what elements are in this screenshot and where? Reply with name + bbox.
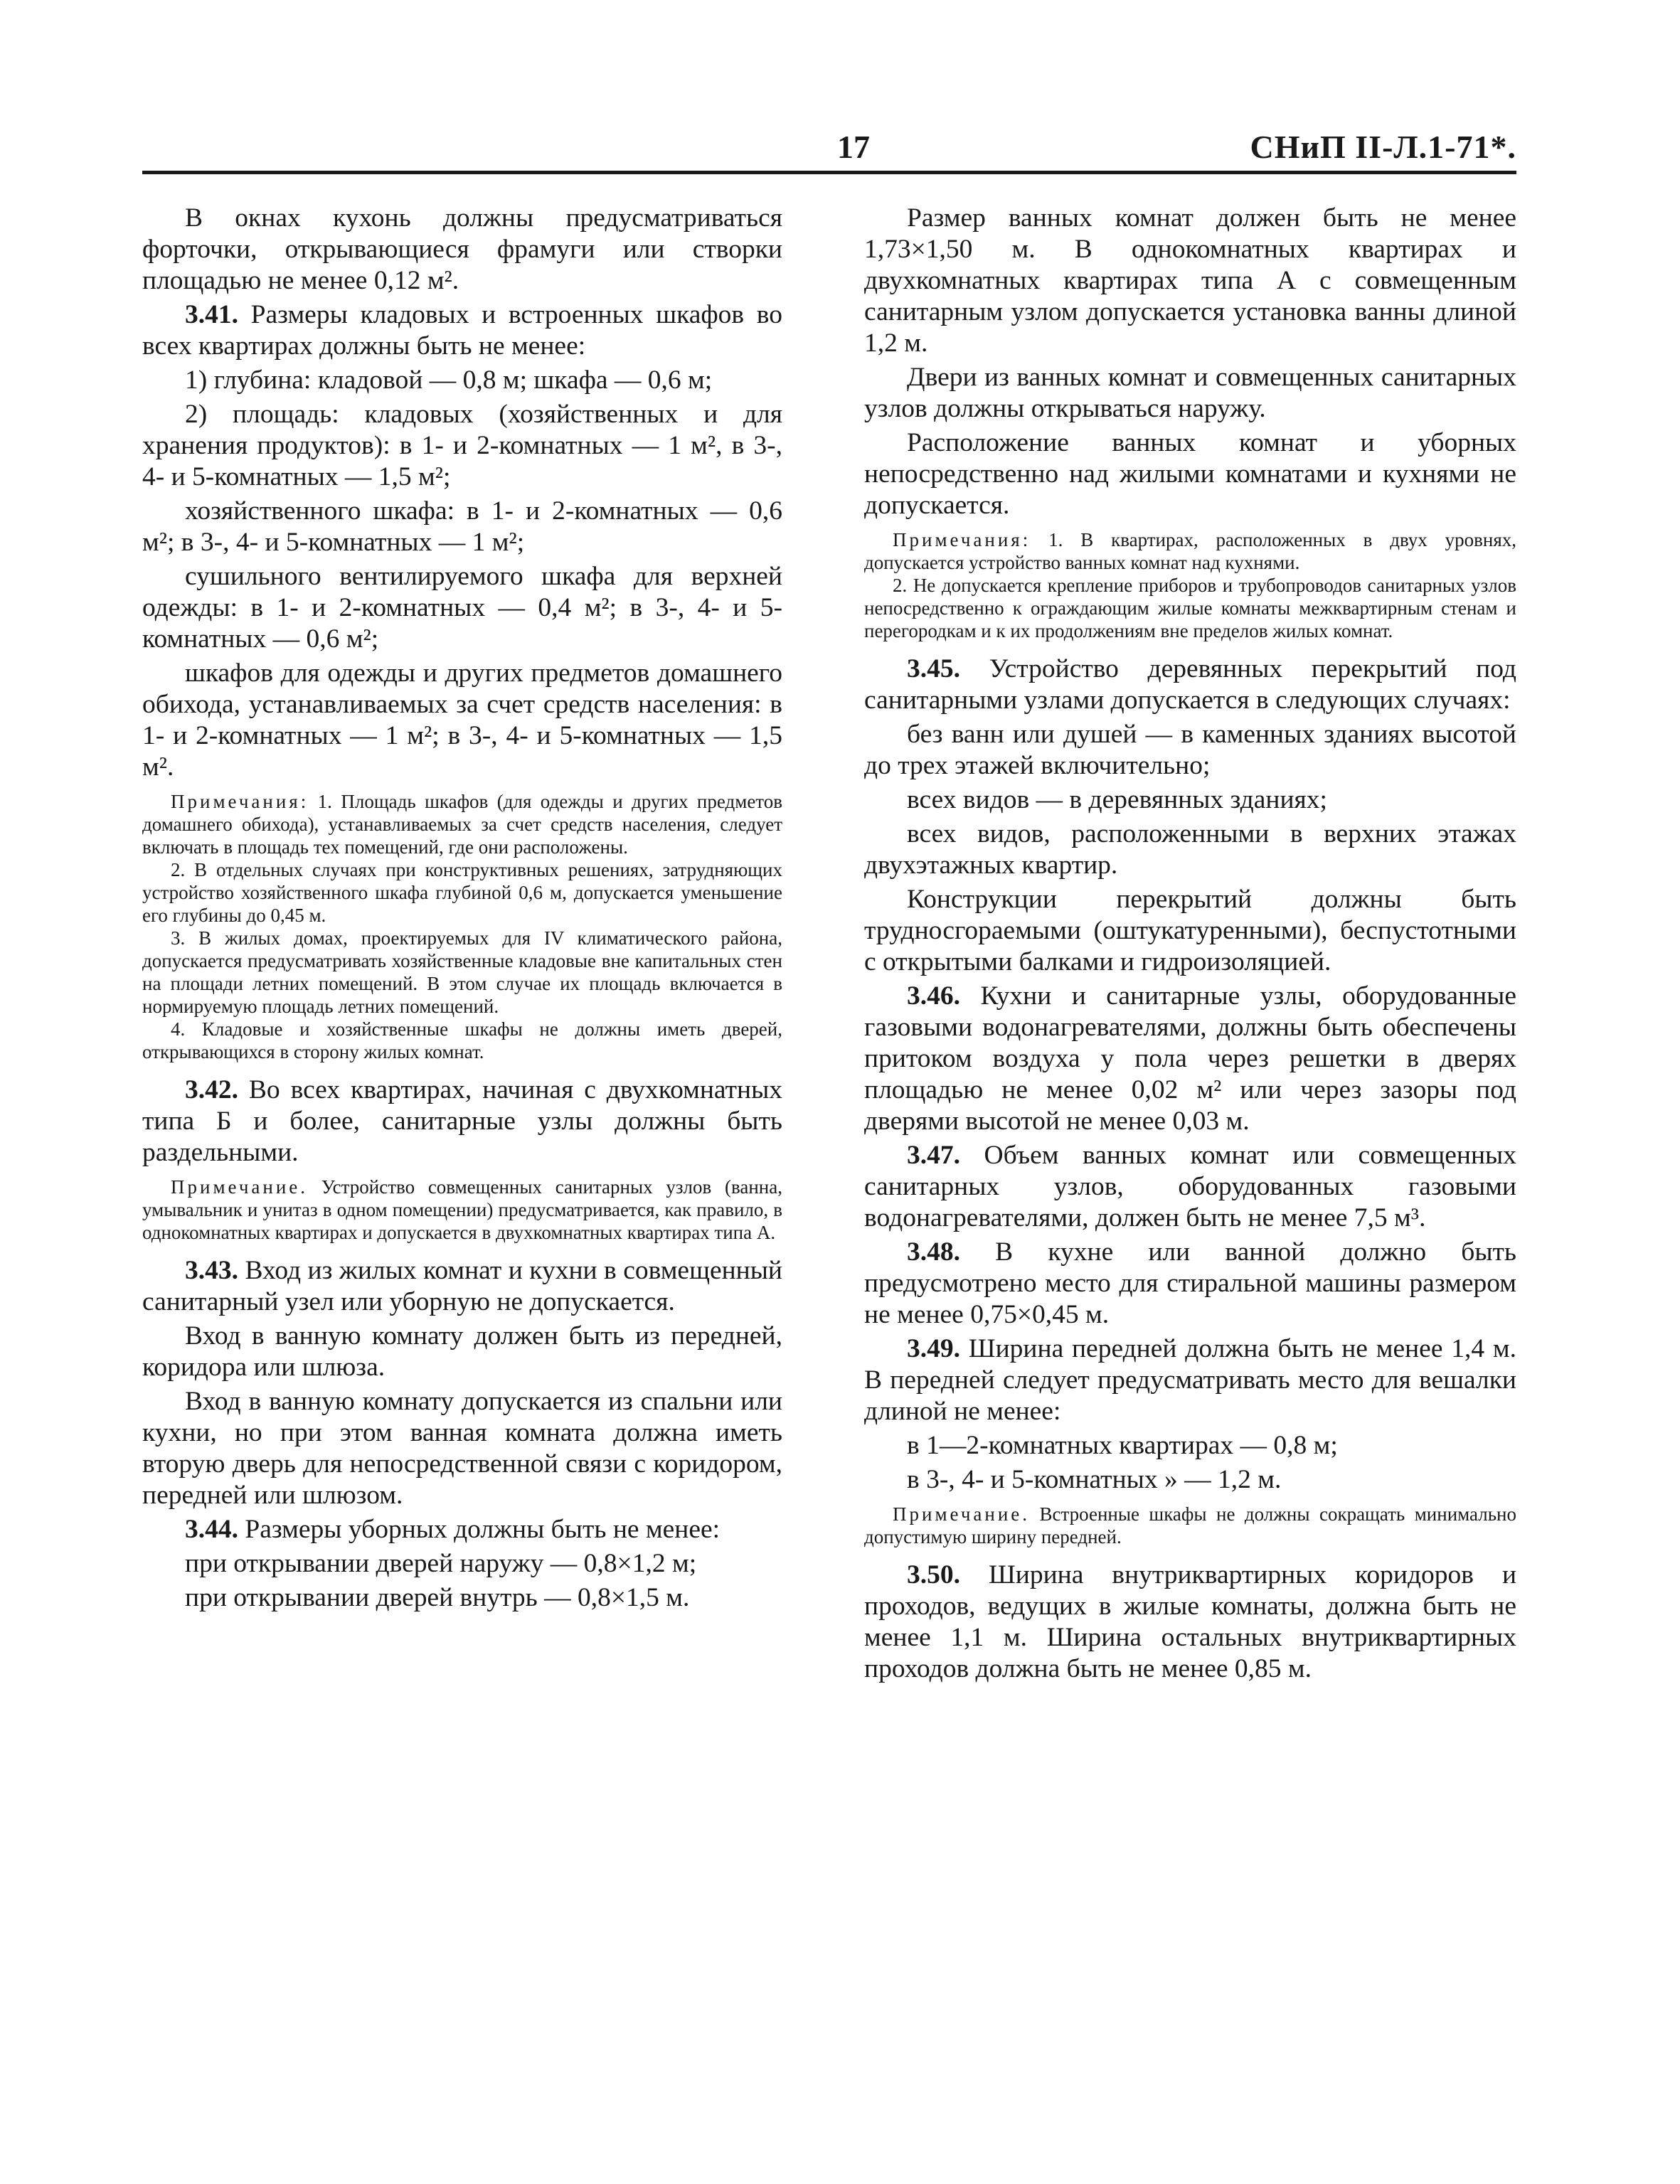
note-3-49 [864,1503,1516,1548]
notes-lead: Примечание. [171,1176,309,1198]
section-text: Размеры кладовых и встроенных шкафов во всех квартирах должны быть не менее: [142,300,783,361]
list-item: всех видов, расположенными в верхних этажах двухэтажных квартир. [864,819,1516,880]
section-3-41 [142,299,782,362]
section-number: 3.50. [907,1560,960,1589]
note-item: 3. В жилых домах, проектируемых для IV климатического района, допускается предусматривать хозяйственные кладовые вне капитальных стен на площади летних помещений. В этом случае их площадь включается в нормируемую площадь летних помещений. [142,927,782,1017]
section-number: 3.46. [907,981,960,1011]
list-item: сушильного вентилируемого шкафа для верхней одежды: в 1- и 2-комнатных — 0,4 м²; в 3-, 4- и 5-комнатных — 0,6 м²; [142,562,782,654]
section-number: 3.44. [185,1515,238,1544]
paragraph-kitchen-windows: В окнах кухонь должны предусматриваться форточки, открывающиеся фрамуги или створки площадью не менее 0,12 м². [142,203,782,295]
section-3-46 [864,981,1516,1137]
section-number: 3.47. [907,1141,960,1170]
section-text: Кухни и санитарные узлы, оборудованные газовыми водонагревателями, должны быть обеспечены притоком воздуха у пола через решетки в дверях площадью не менее 0,02 м² или через зазоры под дверями высотой не менее 0,03 м. [864,981,1516,1136]
notes-3-41 [142,790,782,1063]
section-number: 3.45. [907,654,960,683]
note-item: Встроенные шкафы не должны сокращать минимально допустимую ширину передней. [864,1503,1516,1548]
section-text: Во всех квартирах, начиная с двухкомнатных типа Б и более, санитарные узлы должны быть раздельными. [142,1075,783,1167]
section-3-42 [142,1075,782,1168]
paragraph: Конструкции перекрытий должны быть трудносгораемыми (оштукатуренными), беспустотными с открытыми балками и гидроизоляцией. [864,885,1516,976]
header-rule [142,171,1516,174]
list-item: хозяйственного шкафа: в 1- и 2-комнатных — 0,6 м²; в 3-, 4- и 5-комнатных — 1 м²; [142,496,782,557]
section-3-43 [142,1255,782,1318]
note-item: 2. Не допускается крепление приборов и трубопроводов санитарных узлов непосредственно к ограждающим жилые комнаты межквартирным стенам и перегородкам и к их продолжениям вне пределов жилых комнат. [864,575,1516,641]
page-header [142,128,1516,171]
document-code: СНиП II-Л.1-71*. [1250,129,1516,165]
section-text: Устройство деревянных перекрытий под санитарными узлами допускается в следующих случаях: [864,654,1516,715]
list-item: 1) глубина: кладовой — 0,8 м; шкафа — 0,6 м; [185,366,713,395]
section-3-44 [142,1514,782,1545]
paragraph: Вход в ванную комнату допускается из спальни или кухни, но при этом ванная комната должна иметь вторую дверь для непосредственной связи с коридором, передней или шлюзом. [142,1387,782,1510]
section-3-45 [864,654,1516,716]
list-item: при открывании дверей наружу — 0,8×1,2 м; [185,1549,697,1578]
left-column [142,203,782,1616]
note-item: 1. Площадь шкафов (для одежды и других предметов домашнего обихода), устанавливаемых за счет средств населения, следует включать в площадь тех помещений, где они расположены. [142,791,782,858]
notes-lead: Примечания: [171,791,309,812]
section-text: Вход из жилых комнат и кухни в совмещенный санитарный узел или уборную не допускается. [142,1256,782,1316]
note-item: 2. В отдельных случаях при конструктивных решениях, затрудняющих устройство хозяйственного шкафа глубиной 0,6 м, допускается уменьшение его глубины до 0,45 м. [142,859,782,926]
paragraph-bathroom-size: Размер ванных комнат должен быть не менее 1,73×1,50 м. В однокомнатных квартирах и двухкомнатных квартирах типа А с совмещенным санитарным узлом допускается установка ванны длиной 1,2 м. [864,203,1516,358]
section-number: 3.49. [907,1334,960,1363]
right-column [864,203,1516,1688]
note-item: 4. Кладовые и хозяйственные шкафы не должны иметь дверей, открывающихся в сторону жилых комнат. [142,1018,782,1062]
list-item: без ванн или душей — в каменных зданиях высотой до трех этажей включительно; [864,720,1516,780]
notes-lead: Примечание. [893,1503,1031,1525]
paragraph-doors: Двери из ванных комнат и совмещенных санитарных узлов должны открываться наружу. [864,363,1516,423]
section-number: 3.48. [907,1237,960,1267]
section-number: 3.42. [185,1075,238,1104]
section-number: 3.41. [185,300,238,329]
section-3-50 [864,1560,1516,1685]
section-3-48 [864,1237,1516,1331]
section-text: Ширина внутриквартирных коридоров и проходов, ведущих в жилые комнаты, должна быть не менее 1,1 м. Ширина остальных внутриквартирных проходов должна быть не менее 0,85 м. [864,1560,1517,1683]
section-3-47 [864,1140,1516,1234]
list-item: в 1—2-комнатных квартирах — 0,8 м; [907,1431,1338,1460]
list-item: при открывании дверей внутрь — 0,8×1,5 м. [185,1583,690,1612]
note-item: 1. В квартирах, расположенных в двух уровнях, допускается устройство ванных комнат над кухнями. [864,529,1516,573]
list-item: всех видов — в деревянных зданиях; [907,785,1327,814]
section-text: Объем ванных комнат или совмещенных санитарных узлов, оборудованных газовыми водонагревателями, должен быть не менее 7,5 м³. [864,1141,1516,1232]
note-3-42 [142,1176,782,1244]
notes-lead: Примечания: [893,529,1031,550]
list-item: шкафов для одежды и других предметов домашнего обихода, устанавливаемых за счет средств населения: в 1- и 2-комнатных — 1 м²; в 3-, 4- и 5-комнатных — 1,5 м². [142,659,782,782]
section-number: 3.43. [185,1256,238,1285]
paragraph: Вход в ванную комнату должен быть из передней, коридора или шлюза. [142,1321,782,1382]
section-text: Размеры уборных должны быть не менее: [245,1515,721,1544]
section-text: Ширина передней должна быть не менее 1,4 м. В передней следует предусматривать место для вешалки длиной не менее: [864,1334,1516,1426]
notes-bathrooms [864,528,1516,642]
list-item: 2) площадь: кладовых (хозяйственных и для хранения продуктов): в 1- и 2-комнатных — 1 м², в 3-, 4- и 5-комнатных — 1,5 м²; [142,400,782,491]
page-number: 17 [837,129,870,165]
note-item: Устройство совмещенных санитарных узлов (ванна, умывальник и унитаз в одном помещении) предусматривается, как правило, в однокомнатных квартирах и допускается в двухкомнатных квартирах типа А. [142,1176,782,1243]
section-text: В кухне или ванной должно быть предусмотрено место для стиральной машины размером не менее 0,75×0,45 м. [864,1237,1517,1329]
section-3-49 [864,1333,1516,1427]
paragraph-placement: Расположение ванных комнат и уборных непосредственно над жилыми комнатами и кухнями не допускается. [864,428,1516,520]
list-item: в 3-, 4- и 5-комнатных » — 1,2 м. [907,1465,1282,1494]
